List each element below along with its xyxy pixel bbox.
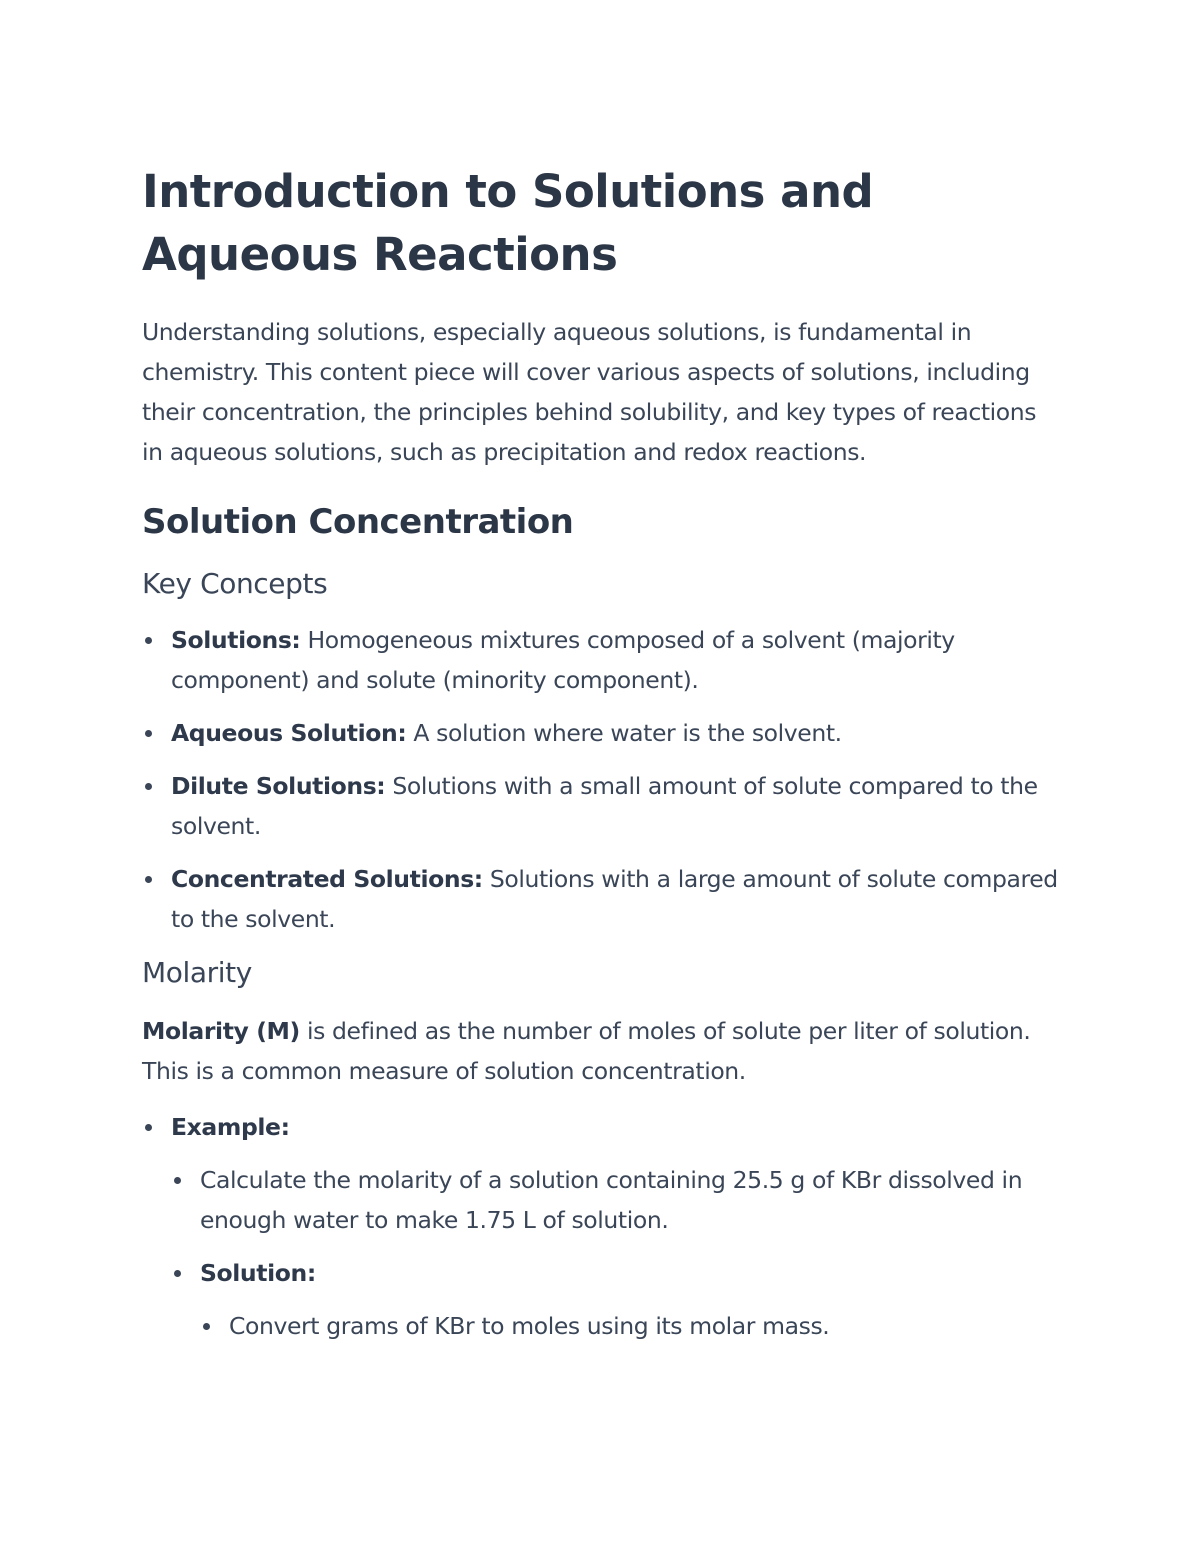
term-solutions: Solutions: xyxy=(171,626,301,654)
subheading-molarity: Molarity xyxy=(142,956,252,989)
molarity-example-list xyxy=(142,1107,1060,1346)
solution-label: Solution: xyxy=(200,1259,316,1287)
list-item-aqueous-solution xyxy=(171,713,1060,753)
example-sublist xyxy=(171,1160,1060,1346)
definition-aqueous-solution: A solution where water is the solvent. xyxy=(406,719,842,747)
term-dilute-solutions: Dilute Solutions: xyxy=(171,772,386,800)
list-item-solution-step: Convert grams of KBr to moles using its molar mass. xyxy=(229,1306,1060,1346)
intro-paragraph: Understanding solutions, especially aqueous solutions, is fundamental in chemistry. This content piece will cover various aspects of solutions, including their concentration, the principles behind solubility, and key types of reactions in aqueous solutions, such as precipitation and redox reactions. xyxy=(142,318,1037,466)
definition-dilute-solutions: Solutions with a small amount of solute compared to the solvent. xyxy=(171,772,1038,840)
definition-solutions: Homogeneous mixtures composed of a solvent (majority component) and solute (minority component). xyxy=(171,626,955,694)
subheading-key-concepts: Key Concepts xyxy=(142,567,328,600)
molarity-definition-text: is defined as the number of moles of solute per liter of solution. This is a common measure of solution concentration. xyxy=(142,1017,1031,1085)
solution-steps-list xyxy=(200,1306,1060,1346)
term-molarity: Molarity (M) xyxy=(142,1017,300,1045)
list-item-solution xyxy=(200,1253,1060,1346)
list-item-example-problem: Calculate the molarity of a solution containing 25.5 g of KBr dissolved in enough water to make 1.75 L of solution. xyxy=(200,1160,1060,1240)
list-item-dilute-solutions xyxy=(171,766,1060,846)
definition-concentrated-solutions: Solutions with a large amount of solute compared to the solvent. xyxy=(171,865,1058,933)
example-label: Example: xyxy=(171,1113,290,1141)
list-item-solutions xyxy=(171,620,1060,700)
molarity-definition xyxy=(142,1011,1060,1091)
list-item-example xyxy=(171,1107,1060,1346)
page-title: Introduction to Solutions and Aqueous Reactions xyxy=(142,165,874,281)
term-aqueous-solution: Aqueous Solution: xyxy=(171,719,407,747)
list-item-concentrated-solutions xyxy=(171,859,1060,939)
section-heading-solution-concentration: Solution Concentration xyxy=(142,502,574,542)
key-concepts-list xyxy=(142,620,1060,939)
term-concentrated-solutions: Concentrated Solutions: xyxy=(171,865,483,893)
